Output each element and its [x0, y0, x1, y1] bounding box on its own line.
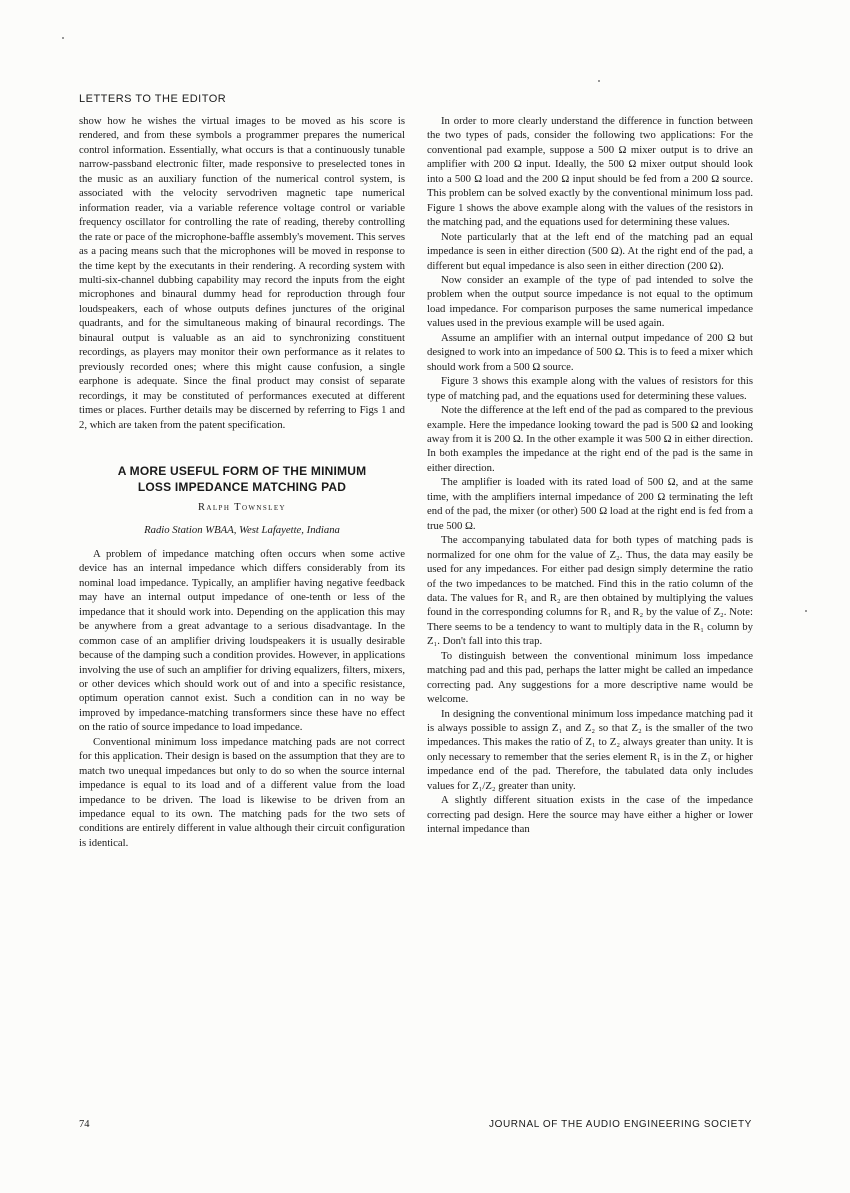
body-paragraph: In order to more clearly understand the difference in function between the two types of pads, consider the following two applications: For the conventional pad example, suppose a 500 Ω mixer output is to drive an amplifier with 200 Ω input. Ideally, the 500 Ω mixer output should look into a 500 Ω load and the 200 Ω input should be fed from a 200 Ω source. This problem can be solved exactly by the conventional minimum loss pad. Figure 1 shows the above example along with the values of the resistors in the matching pad, and the equations used for determining these values.	[427, 115, 753, 229]
body-paragraph: Figure 3 shows this example along with the values of resistors for this type of matching pad, and the equations used for determining these values.	[427, 375, 753, 402]
body-paragraph: Note particularly that at the left end of the matching pad an equal impedance is seen in either direction (500 Ω). At the right end of the pad, a different but equal impedance is also seen in either direction (200 Ω).	[427, 230, 753, 272]
journal-name: JOURNAL OF THE AUDIO ENGINEERING SOCIETY	[489, 1119, 752, 1130]
continuation-paragraph: show how he wishes the virtual images to be moved as his score is rendered, and from these symbols a programmer prepares the numerical control information. Essentially, what occurs is that a continuously tunable narrow-passband electronic filter, made responsive to preselected tones in the music as an auxiliary function of the numerical control system, is associated with the velocity servodriven magnetic tape numerical information reader, via a variable reference voltage control or variable frequency oscillator for controlling the rate of reading, thereby controlling the rate or pace of the microphone-baffle assembly's movement. This serves as a pacing means such that the microphones will be moved in response to the time kept by the executants in their rendering. A recording system with multi-six-channel dubbing capability may record the inputs from the eight microphones and binaural dummy head for reproduction through four loudspeakers, each of whose outputs defines junctures of the original quadrants, and for the simultaneous making of binaural recordings. The binaural output is valuable as an aid to synchronizing constituent recordings, as players may monitor their own performance as it relates to previously recorded ones; where this might cause confusion, a single earphone is adequate. Since the final product may consist of separate recordings, it may be constituted of performances executed at different times or places. Further details may be discerned by referring to Figs 1 and 2, which are taken from the patent specification.	[79, 115, 405, 431]
page-number: 74	[79, 1119, 90, 1130]
left-column	[79, 114, 405, 850]
scan-speck	[805, 610, 807, 612]
article-affiliation: Radio Station WBAA, West Lafayette, Indiana	[144, 524, 340, 537]
body-paragraph: A slightly different situation exists in the case of the impedance correcting pad design. Here the source may have either a higher or lower internal impedance than	[427, 794, 753, 836]
running-head: LETTERS TO THE EDITOR	[79, 93, 227, 105]
article-title-line: LOSS IMPEDANCE MATCHING PAD	[137, 479, 347, 494]
right-column	[427, 114, 753, 837]
article-author: Ralph Townsley	[198, 501, 286, 513]
body-paragraph: In designing the conventional minimum loss impedance matching pad it is always possible to assign Z₁ and Z₂ so that Z₂ is the smaller of the two impedances. This makes the ratio of Z₁ to Z₂ always greater than unity. It is only necessary to remember that the series element R₁ is in the Z₁ or higher impedance end of the pad. Therefore, the tabulated data only includes values for Z₁/Z₂ greater than unity.	[427, 707, 753, 792]
article-title	[79, 463, 405, 495]
body-paragraph: Assume an amplifier with an internal output impedance of 200 Ω but designed to work into an impedance of 500 Ω. This is to feed a mixer which should work from a 500 Ω source.	[427, 331, 753, 373]
body-paragraph: A problem of impedance matching often occurs when some active device has an internal impedance which differs considerably from its nominal load impedance. Typically, an amplifier having negative feedback may have an internal output impedance of one-tenth or less of the impedance that it should work into. Depending on the application this may be anywhere from a great advantage to a serious disadvantage. In the common case of an amplifier driving loudspeakers it is usually desirable because of the damping such a condition provides. However, in applications involving the use of such an amplifier for driving equalizers, filters, mixers, or other devices which should work out of and into a specific resistance, optimum operation cannot exist. Such a condition can in no way be improved by impedance-matching transformers since these have no effect on the ratio of source impedance to load impedance.	[79, 547, 405, 734]
body-paragraph: The amplifier is loaded with its rated load of 500 Ω, and at the same time, with the amplifiers internal impedance of 200 Ω terminating the left end of the pad, the mixer (or other) 500 Ω load at the right end is fed from a true 500 Ω.	[427, 476, 753, 532]
scan-speck	[62, 37, 64, 39]
scan-speck	[598, 80, 600, 82]
body-paragraph: To distinguish between the conventional minimum loss impedance matching pad and this pad, perhaps the latter might be called an impedance correcting pad. Any suggestions for a more descriptive name would be welcome.	[427, 649, 753, 706]
body-paragraph: Note the difference at the left end of the pad as compared to the previous example. Here the impedance looking toward the pad is 500 Ω and looking away from it is 200 Ω. In the other example it was 500 Ω in either direction. In both examples the impedance at the right end of the pad is the same in either direction.	[427, 404, 753, 474]
body-paragraph: The accompanying tabulated data for both types of matching pads is normalized for one ohm for the value of Z₂. Thus, the data may easily be used for any impedances. For either pad design simply determine the ratio of the two impedances to be matched. Find this in the ratio column of the data. The values for R₁ and R₂ are then obtained by multiplying the values found in the corresponding columns for R₁ and R₂ by the value of Z₂. Note: There seems to be a tendency to want to multiply data in the R₁ column by Z₁. Don't fall into this trap.	[427, 534, 753, 648]
article-title-line: A MORE USEFUL FORM OF THE MINIMUM	[117, 463, 367, 478]
body-paragraph: Now consider an example of the type of pad intended to solve the problem when the output source impedance is not equal to the optimum load impedance. For comparison purposes the same numerical impedance values used in the previous example will be used again.	[427, 273, 753, 330]
body-paragraph: Conventional minimum loss impedance matching pads are not correct for this application. Their design is based on the assumption that they are to match two unequal impedances but only to do so when the source internal impedance is equal to its load and of a different value from the load impedance to be driven. The load is likewise to be driven from an impedance equal to its own. The matching pads for the two sets of conditions are entirely different in value although their circuit configuration is identical.	[79, 735, 405, 849]
